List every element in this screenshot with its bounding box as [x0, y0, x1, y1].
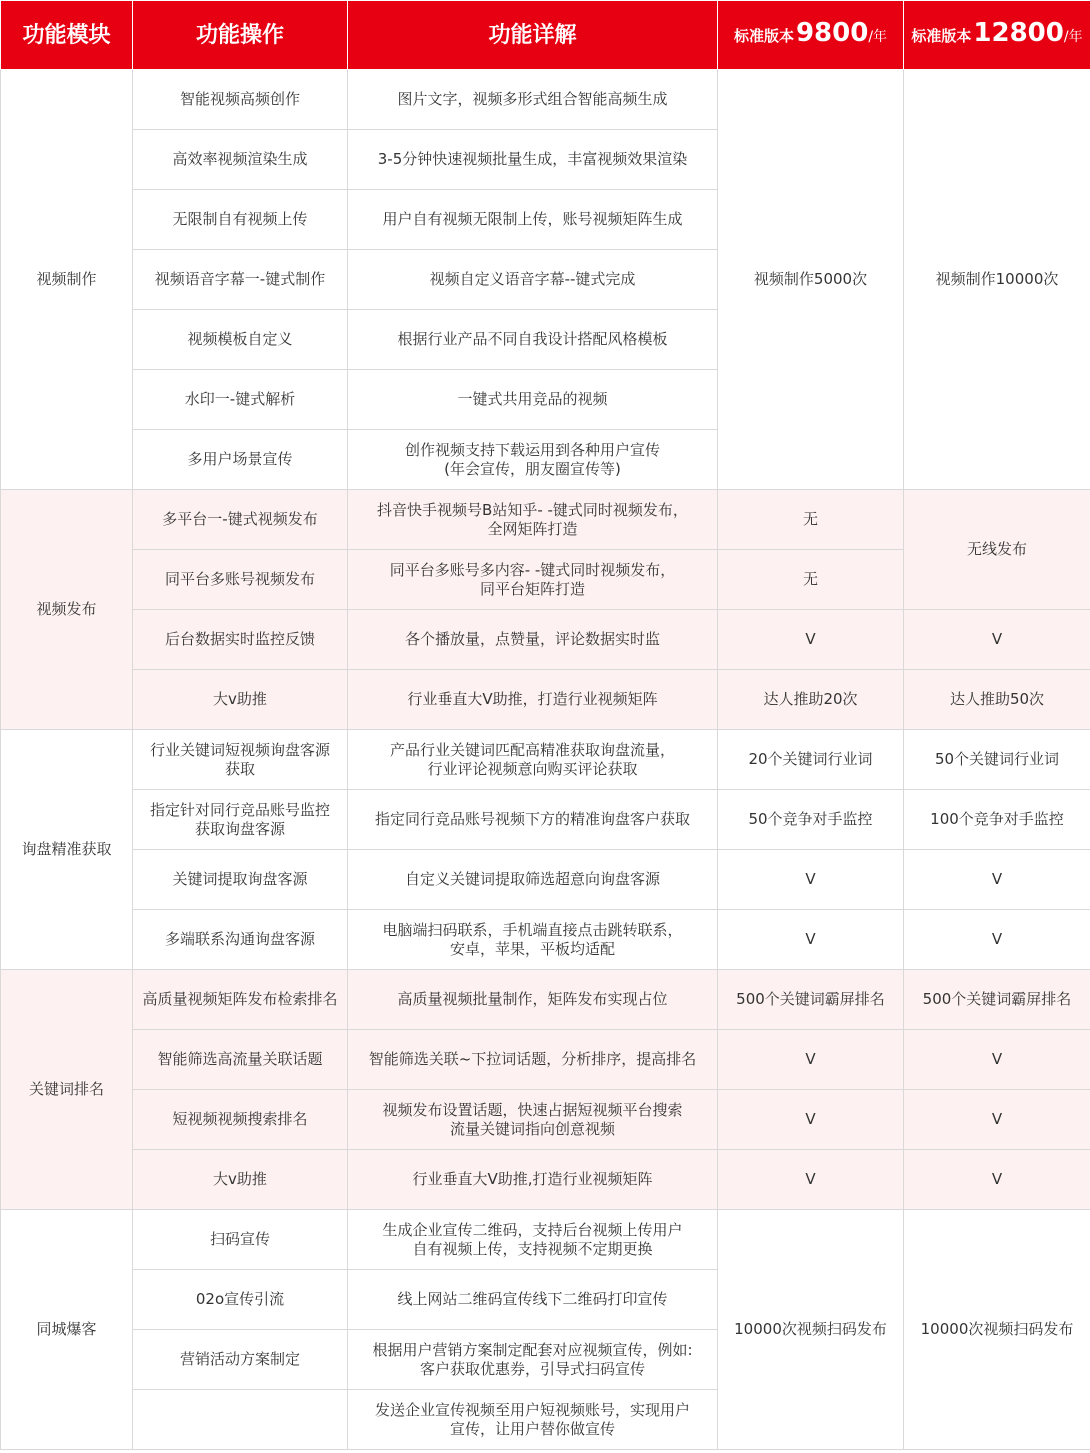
operation-line: 行业关键词短视频询盘客源 [149, 740, 330, 759]
operation-cell: 水印一-键式解析 [133, 370, 348, 430]
detail-cell [348, 1330, 718, 1390]
std2-cell: 无线发布 [904, 490, 1090, 610]
operation-cell [133, 730, 348, 790]
operation-cell: 智能视频高频创作 [133, 70, 348, 130]
detail-line: 抖音快手视频号B站知乎- -键式同时视频发布， [377, 500, 688, 519]
detail-cell: 自定义关键词提取筛选超意向询盘客源 [348, 850, 718, 910]
operation-cell: 关键词提取询盘客源 [133, 850, 348, 910]
table-row [1, 70, 1090, 130]
std1-cell: 20个关键词行业词 [718, 730, 904, 790]
operation-cell: 视频模板自定义 [133, 310, 348, 370]
table-row [1, 910, 1090, 970]
operation-cell [133, 1390, 348, 1450]
std2-cell: V [904, 1030, 1090, 1090]
detail-line: 同平台矩阵打造 [479, 579, 585, 598]
table-row [1, 1030, 1090, 1090]
operation-cell: 智能筛选高流量关联话题 [133, 1030, 348, 1090]
operation-cell: 多用户场景宣传 [133, 430, 348, 490]
table-row [1, 670, 1090, 730]
std2-cell: V [904, 1090, 1090, 1150]
std1-cell: V [718, 610, 904, 670]
header-operation: 功能操作 [133, 1, 348, 70]
std1-cell: 无 [718, 490, 904, 550]
detail-line: 宣传，让用户替你做宣传 [449, 1419, 615, 1438]
module-cell: 关键词排名 [1, 970, 133, 1210]
std2-cell: 达人推助50次 [904, 670, 1090, 730]
detail-line: 产品行业关键词匹配高精准获取询盘流量， [389, 740, 675, 759]
std1-cell: 500个关键词霸屏排名 [718, 970, 904, 1030]
detail-line: 电脑端扫码联系，手机端直接点击跳转联系， [382, 920, 683, 939]
module-cell: 询盘精准获取 [1, 730, 133, 970]
operation-cell: 扫码宣传 [133, 1210, 348, 1270]
operation-cell: 02o宣传引流 [133, 1270, 348, 1330]
std1-cell: V [718, 1090, 904, 1150]
module-cell: 同城爆客 [1, 1210, 133, 1450]
detail-line: 视频发布设置话题，快速占据短视频平台搜索 [382, 1100, 683, 1119]
std2-unit: /年 [1063, 28, 1083, 45]
detail-cell: 一键式共用竞品的视频 [348, 370, 718, 430]
detail-cell [348, 1390, 718, 1450]
detail-line: 客户获取优惠券，引导式扫码宣传 [419, 1359, 645, 1378]
detail-line: 自有视频上传，支持视频不定期更换 [412, 1239, 653, 1258]
std1-cell: 50个竞争对手监控 [718, 790, 904, 850]
detail-line: 发送企业宣传视频至用户短视频账号，实现用户 [374, 1400, 690, 1419]
detail-line: 根据用户营销方案制定配套对应视频宣传，例如: [372, 1340, 693, 1359]
operation-line: 指定针对同行竞品账号监控 [149, 800, 330, 819]
std2-price: 12800 [973, 17, 1064, 48]
detail-cell [348, 430, 718, 490]
detail-cell: 用户自有视频无限制上传，账号视频矩阵生成 [348, 190, 718, 250]
table-row [1, 970, 1090, 1030]
std1-cell: 视频制作5000次 [718, 70, 904, 490]
detail-cell: 智能筛选关联~下拉词话题，分析排序，提高排名 [348, 1030, 718, 1090]
std1-cell: V [718, 850, 904, 910]
operation-cell: 视频语音字幕一-键式制作 [133, 250, 348, 310]
table-row [1, 490, 1090, 550]
header-standard-12800 [904, 1, 1090, 70]
detail-cell [348, 730, 718, 790]
std2-cell: 50个关键词行业词 [904, 730, 1090, 790]
detail-line: (年会宣传，朋友圈宣传等) [444, 459, 621, 478]
table-row [1, 850, 1090, 910]
operation-cell [133, 790, 348, 850]
std2-cell: V [904, 1150, 1090, 1210]
header-standard-9800 [718, 1, 904, 70]
table-row [1, 730, 1090, 790]
operation-line: 获取询盘客源 [194, 819, 285, 838]
operation-cell: 营销活动方案制定 [133, 1330, 348, 1390]
std2-cell: V [904, 850, 1090, 910]
std2-cell: 500个关键词霸屏排名 [904, 970, 1090, 1030]
table-row [1, 610, 1090, 670]
header-module: 功能模块 [1, 1, 133, 70]
std1-cell: V [718, 1030, 904, 1090]
std2-label: 标准版本 [911, 26, 972, 45]
detail-cell: 行业垂直大V助推，打造行业视频矩阵 [348, 670, 718, 730]
detail-line: 流量关键词指向创意视频 [449, 1119, 615, 1138]
std2-cell: 视频制作10000次 [904, 70, 1090, 490]
detail-cell: 根据行业产品不同自我设计搭配风格模板 [348, 310, 718, 370]
std2-cell: 100个竞争对手监控 [904, 790, 1090, 850]
module-cell: 视频制作 [1, 70, 133, 490]
std1-cell: V [718, 910, 904, 970]
detail-cell: 高质量视频批量制作，矩阵发布实现占位 [348, 970, 718, 1030]
operation-cell: 大v助推 [133, 1150, 348, 1210]
operation-cell: 同平台多账号视频发布 [133, 550, 348, 610]
std1-label: 标准版本 [733, 26, 794, 45]
table-row [1, 1210, 1090, 1270]
detail-cell [348, 1090, 718, 1150]
operation-line: 获取 [224, 759, 255, 778]
module-cell: 视频发布 [1, 490, 133, 730]
detail-cell [348, 490, 718, 550]
detail-cell: 3-5分钟快速视频批量生成，丰富视频效果渲染 [348, 130, 718, 190]
detail-line: 安卓，苹果，平板均适配 [449, 939, 615, 958]
operation-cell: 多端联系沟通询盘客源 [133, 910, 348, 970]
std1-cell: 达人推助20次 [718, 670, 904, 730]
table-row [1, 1150, 1090, 1210]
detail-cell: 图片文字，视频多形式组合智能高频生成 [348, 70, 718, 130]
operation-cell: 无限制自有视频上传 [133, 190, 348, 250]
std1-cell: V [718, 1150, 904, 1210]
operation-cell: 短视频视频搜索排名 [133, 1090, 348, 1150]
detail-line: 行业评论视频意向购买评论获取 [427, 759, 638, 778]
header-detail: 功能详解 [348, 1, 718, 70]
operation-cell: 大v助推 [133, 670, 348, 730]
detail-line: 全网矩阵打造 [487, 519, 578, 538]
std2-cell: V [904, 610, 1090, 670]
detail-line: 生成企业宣传二维码，支持后台视频上传用户 [382, 1220, 683, 1239]
detail-cell: 各个播放量，点赞量，评论数据实时监 [348, 610, 718, 670]
std2-cell: V [904, 910, 1090, 970]
table-row [1, 790, 1090, 850]
table-row [1, 1090, 1090, 1150]
detail-cell [348, 550, 718, 610]
operation-cell: 高效率视频渲染生成 [133, 130, 348, 190]
detail-cell [348, 910, 718, 970]
detail-cell: 视频自定义语音字幕--键式完成 [348, 250, 718, 310]
detail-cell: 指定同行竞品账号视频下方的精准询盘客户获取 [348, 790, 718, 850]
detail-line: 创作视频支持下载运用到各种用户宣传 [404, 440, 660, 459]
std2-cell: 10000次视频扫码发布 [904, 1210, 1090, 1450]
operation-cell: 多平台一-键式视频发布 [133, 490, 348, 550]
operation-cell: 后台数据实时监控反馈 [133, 610, 348, 670]
std1-cell: 无 [718, 550, 904, 610]
std1-cell: 10000次视频扫码发布 [718, 1210, 904, 1450]
std1-unit: /年 [868, 28, 888, 45]
operation-cell: 高质量视频矩阵发布检索排名 [133, 970, 348, 1030]
std1-price: 9800 [795, 17, 869, 48]
detail-cell [348, 1210, 718, 1270]
detail-line: 同平台多账号多内容- -键式同时视频发布， [389, 560, 676, 579]
header-row [1, 1, 1090, 70]
detail-cell: 行业垂直大V助推,打造行业视频矩阵 [348, 1150, 718, 1210]
detail-cell: 线上网站二维码宣传线下二维码打印宣传 [348, 1270, 718, 1330]
